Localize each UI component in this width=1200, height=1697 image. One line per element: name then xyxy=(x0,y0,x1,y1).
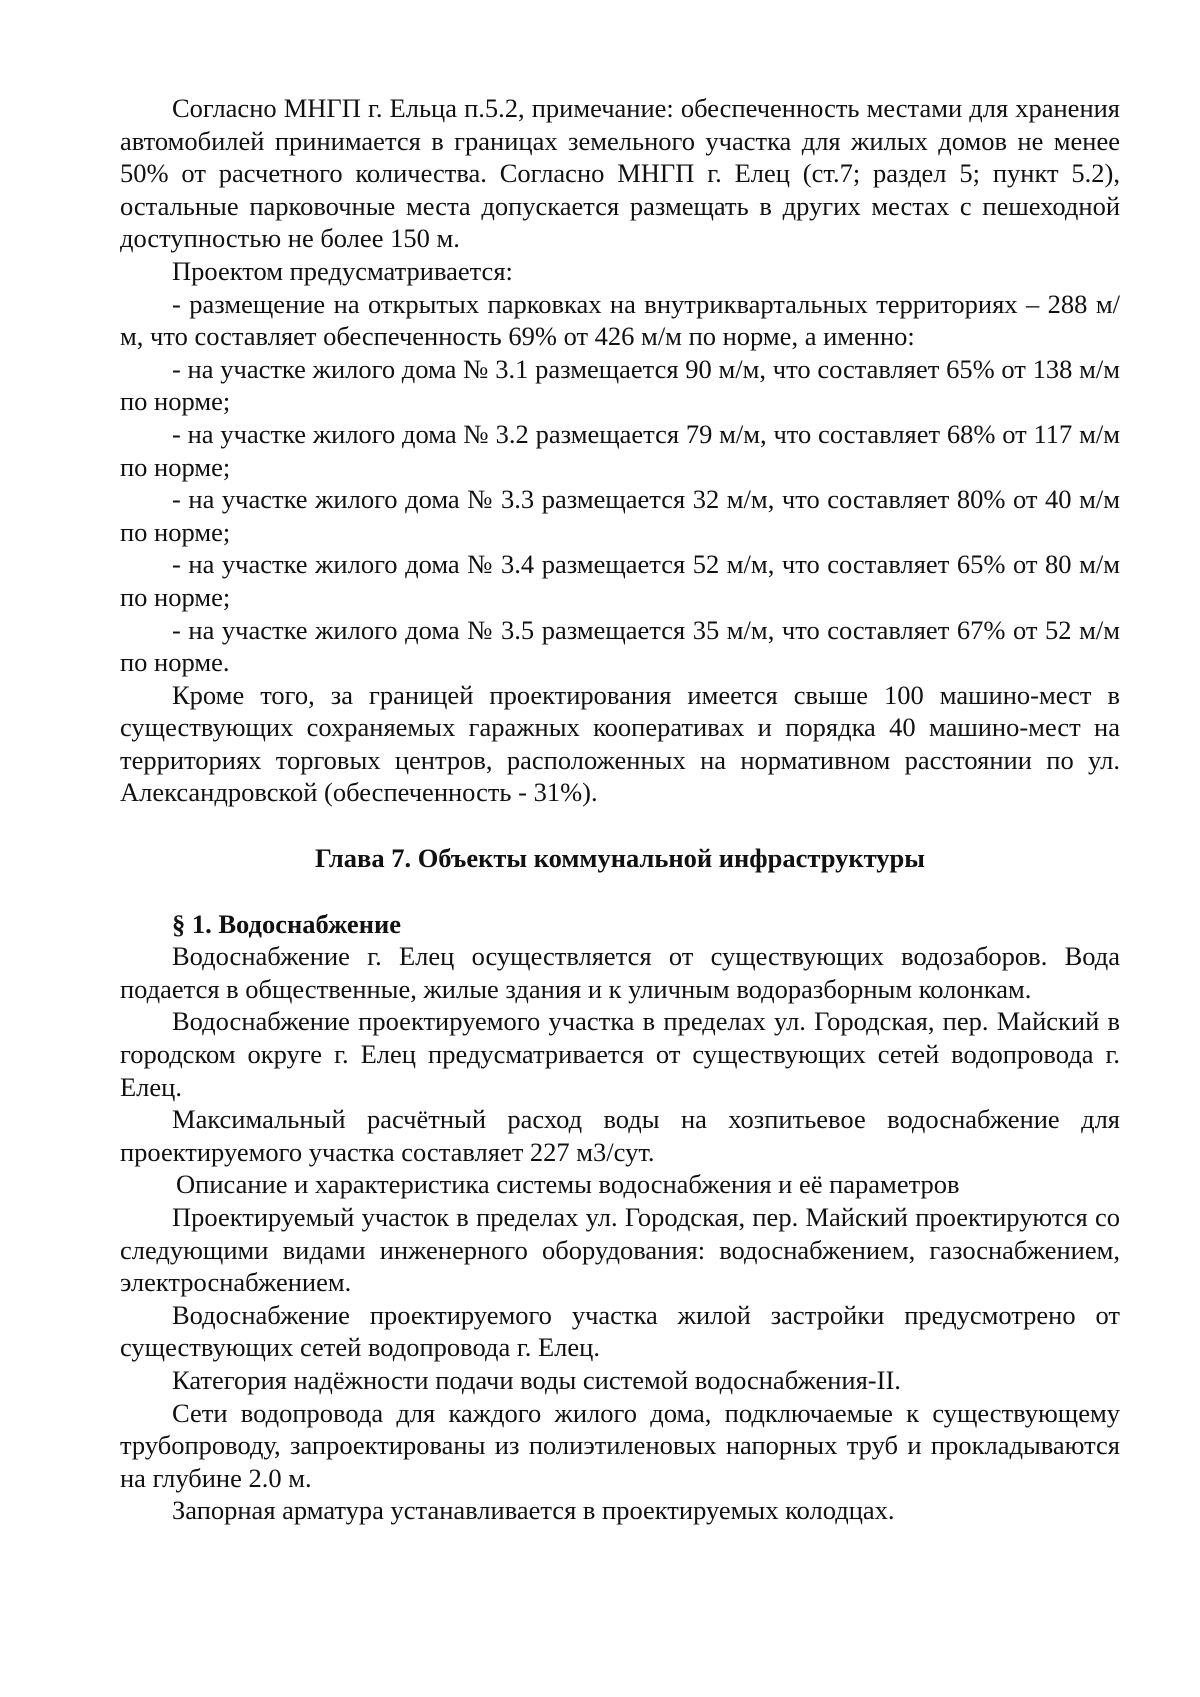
chapter-heading: Глава 7. Объекты коммунальной инфраструктуры xyxy=(315,843,925,874)
section-heading: § 1. Водоснабжение xyxy=(172,908,401,939)
paragraph-pipe-networks: Сети водопровода для каждого жилого дома, подключаемые к существующему трубопроводу, запроектированы из полиэтиленовых напорных труб и прокладываются на глубине 2.0 м. xyxy=(120,1397,1120,1493)
paragraph-house-3-2: - на участке жилого дома № 3.2 размещается 79 м/м, что составляет 68% от 117 м/м по норме; xyxy=(120,418,1120,482)
paragraph-parking-norms: Согласно МНГП г. Ельца п.5.2, примечание: обеспеченность местами для хранения автомобилей принимается в границах земельного участка для жилых домов не менее 50% от расчетного количества. Согласно МНГП г. Елец (ст.7; раздел 5; пункт 5.2), остальные парковочные места допускается размещать в других местах с пешеходной доступностью не более 150 м. xyxy=(120,93,1120,254)
paragraph-house-3-5: - на участке жилого дома № 3.5 размещается 35 м/м, что составляет 67% от 52 м/м по норме. xyxy=(120,614,1120,678)
paragraph-system-description: Описание и характеристика системы водоснабжения и её параметров xyxy=(176,1169,960,1200)
paragraph-water-supply-site: Водоснабжение проектируемого участка в пределах ул. Городская, пер. Майский в городском округе г. Елец предусматривается от существующих сетей водопровода г. Елец. xyxy=(120,1006,1120,1102)
paragraph-supply-from-networks: Водоснабжение проектируемого участка жилой застройки предусмотрено от существующих сетей водопровода г. Елец. xyxy=(120,1299,1120,1363)
paragraph-shutoff-valves: Запорная арматура устанавливается в проектируемых колодцах. xyxy=(172,1495,895,1526)
document-page xyxy=(120,92,1120,1527)
paragraph-outside-boundary: Кроме того, за границей проектирования имеется свыше 100 машино-мест в существующих сохраняемых гаражных кооперативах и порядка 40 машино-мест на территориях торговых центров, расположенных на нормативном расстоянии по ул. Александровской (обеспеченность - 31%). xyxy=(120,679,1120,808)
paragraph-house-3-4: - на участке жилого дома № 3.4 размещается 52 м/м, что составляет 65% от 80 м/м по норме; xyxy=(120,549,1120,612)
paragraph-engineering-equipment: Проектируемый участок в пределах ул. Городская, пер. Майский проектируются со следующими видами инженерного оборудования: водоснабжением, газоснабжением, электроснабжением. xyxy=(120,1202,1120,1298)
paragraph-reliability-category: Категория надёжности подачи воды системой водоснабжения-II. xyxy=(172,1364,901,1395)
paragraph-house-3-3: - на участке жилого дома № 3.3 размещается 32 м/м, что составляет 80% от 40 м/м по норме; xyxy=(120,484,1120,547)
paragraph-max-consumption: Максимальный расчётный расход воды на хозпитьевое водоснабжение для проектируемого участка составляет 227 м3/сут. xyxy=(120,1104,1120,1167)
paragraph-project-provides: Проектом предусматривается: xyxy=(172,255,513,286)
paragraph-water-sources: Водоснабжение г. Елец осуществляется от существующих водозаборов. Вода подается в общественные, жилые здания и к уличным водоразборным колонкам. xyxy=(120,941,1120,1004)
paragraph-house-3-1: - на участке жилого дома № 3.1 размещается 90 м/м, что составляет 65% от 138 м/м по норме; xyxy=(120,353,1120,417)
paragraph-open-parking: - размещение на открытых парковках на внутриквартальных территориях – 288 м/м, что составляет обеспеченность 69% от 426 м/м по норме, а именно: xyxy=(120,288,1120,352)
